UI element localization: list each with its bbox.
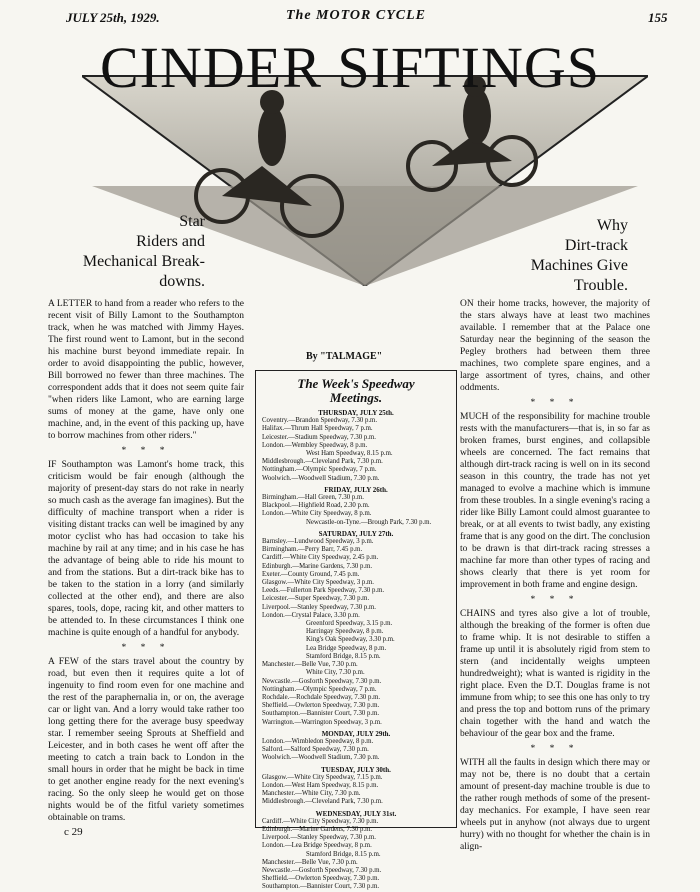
meetings-box: [255, 370, 457, 891]
separator: * * *: [530, 398, 580, 408]
meeting-entry: Exeter.—County Ground, 7.45 p.m.: [262, 570, 360, 578]
meeting-entry: Edinburgh.—Marine Gardens, 7.30 p.m.: [262, 562, 373, 570]
separator: * * *: [121, 643, 171, 653]
meeting-entry: London.—Lea Bridge Speedway, 8 p.m.: [262, 842, 372, 850]
page-number: 155: [648, 10, 668, 25]
meeting-entry: Stamford Bridge, 8.15 p.m.: [306, 850, 381, 858]
meeting-entry: Birmingham.—Perry Barr, 7.45 p.m.: [262, 546, 363, 554]
meeting-entry: Lea Bridge Speedway, 8 p.m.: [306, 644, 387, 652]
meeting-entry: Newcastle.—Gosforth Speedway, 7.30 p.m.: [262, 677, 382, 685]
meeting-entry: Manchester.—Belle Vue, 7.30 p.m.: [262, 661, 358, 669]
meeting-day-heading: TUESDAY, JULY 30th.: [321, 765, 391, 774]
meeting-entry: Blackpool.—Highfield Road, 2.30 p.m.: [262, 502, 370, 510]
meeting-day-heading: SATURDAY, JULY 27th.: [318, 529, 394, 538]
meeting-entry: Middlesbrough.—Cleveland Park, 7.30 p.m.: [262, 458, 383, 466]
meeting-day-heading: FRIDAY, JULY 26th.: [324, 485, 388, 494]
meeting-entry: Halifax.—Thrum Hall Speedway, 7 p.m.: [262, 425, 373, 433]
meeting-entry: Greenford Speedway, 3.15 p.m.: [306, 620, 393, 628]
meeting-entry: Leicester.—Stadium Speedway, 7.30 p.m.: [262, 433, 376, 441]
meeting-entry: Birmingham.—Hall Green, 7.30 p.m.: [262, 494, 364, 502]
paragraph: CHAINS and tyres also give a lot of trouble, although the breaking of the former is often due to frame whip. It is not desirable to stiffen a frame up until it is absolutely rigid from stem to stern (and incidentally weighs umpteen hundredweight); what is wanted is rigidity in the right place. Even the D.T. Douglas frame is not immune from whip; to see this one has only to try and press the top and bottom runs of the primary chain together with the hand and watch the behaviour of the gear box and the frame.: [460, 609, 650, 739]
meeting-entry: Liverpool.—Stanley Speedway, 7.30 p.m.: [262, 834, 376, 842]
meeting-entry: London.—Crystal Palace, 3.30 p.m.: [262, 611, 360, 619]
paragraph: A FEW of the stars travel about the country by road, but even then it requires quite a lot of ingenuity to find room even for one machine and the rest of the paraphernalia in, or on, the average car or light van. And a lorry would take rather too long getting there for the average busy speedway star. I remember seeing Sprouts at Sheffield and Leicester, and in both cases he went off after the meeting to catch a train back to London in the small hours in order that he might be back in time to get another engine ready for the next evening's racing. So the only sleep he would get on those nights would be of the fitful variety sometimes obtainable on trams.: [48, 657, 244, 823]
paragraph: MUCH of the responsibility for machine trouble rests with the manufacturers—that is, in so far as broken frames, burst engines, and collapsible wheels are concerned. The fact remains that although dirt-track racing is well on in its second season in this country, the trade has not yet managed to evolve a machine which is immune from these troubles. In a single evening's racing a rider like Billy Lamont could almost guarantee to break, or at all events to twist badly, any existing frame that is any good on the dirt. The conclusion to be drawn is that dirt-track racing stresses a machine far more than other types of racing and shows clearly that there is yet room for improvement in both frame and engine design.: [460, 412, 650, 590]
meeting-entry: Sheffield.—Owlerton Speedway, 7.30 p.m.: [262, 875, 380, 883]
meeting-entry: Stamford Bridge, 8.15 p.m.: [306, 652, 381, 660]
meeting-entry: Nottingham.—Olympic Speedway, 7 p.m.: [262, 466, 377, 474]
meeting-entry: Newcastle.—Gosforth Speedway, 7.30 p.m.: [262, 866, 382, 874]
meeting-entry: Edinburgh.—Marine Gardens, 7.30 p.m.: [262, 825, 373, 833]
issue-date: JULY 25th, 1929.: [66, 10, 160, 25]
page-signature: c 29: [64, 826, 83, 838]
meeting-entry: Rochdale.—Rochdale Speedway, 7.30 p.m.: [262, 693, 381, 701]
meeting-entry: London.—Wembley Speedway, 8 p.m.: [262, 441, 368, 449]
meeting-entry: Woolwich.—Woodwell Stadium, 7.30 p.m.: [262, 754, 380, 762]
meeting-entry: West Ham Speedway, 8.15 p.m.: [306, 450, 393, 458]
meeting-entry: Barnsley.—Lundwood Speedway, 3 p.m.: [262, 538, 374, 546]
meeting-entry: Cardiff.—White City Speedway, 7.30 p.m.: [262, 817, 379, 825]
meeting-entry: Manchester.—Belle Vue, 7.30 p.m.: [262, 858, 358, 866]
meeting-entry: White City, 7.30 p.m.: [306, 669, 365, 677]
meetings-title: The Week's Speedway Meetings.: [297, 376, 415, 405]
meeting-entry: Middlesbrough.—Cleveland Park, 7.30 p.m.: [262, 798, 383, 806]
meeting-entry: Southampton.—Bannister Court, 7.30 p.m.: [262, 883, 380, 891]
meeting-entry: Southampton.—Bannister Court, 7.30 p.m.: [262, 710, 380, 718]
meeting-day-heading: WEDNESDAY, JULY 31st.: [315, 809, 397, 818]
meeting-entry: Leicester.—Super Speedway, 7.30 p.m.: [262, 595, 370, 603]
meeting-entry: London.—West Ham Speedway, 8.15 p.m.: [262, 781, 379, 789]
meeting-entry: Salford.—Salford Speedway, 7.30 p.m.: [262, 746, 369, 754]
article-title: CINDER SIFTINGS: [100, 35, 600, 100]
meeting-entry: Manchester.—White City, 7.30 p.m.: [262, 790, 361, 798]
meeting-entry: King's Oak Speedway, 3.30 p.m.: [306, 636, 395, 644]
meeting-entry: Nottingham.—Olympic Speedway, 7 p.m.: [262, 685, 377, 693]
paragraph: ON their home tracks, however, the majority of the stars always have at least two machines available. I remember that at the Palace one Saturday near the beginning of the season the Pegley brothers had between them three machines, two complete spare engines, and a large assortment of tyres, chains, and other oddments.: [460, 299, 650, 393]
separator: * * *: [121, 446, 171, 456]
meeting-day-heading: THURSDAY, JULY 25th.: [318, 409, 394, 417]
meeting-entry: Newcastle-on-Tyne.—Brough Park, 7.30 p.m.: [306, 518, 432, 526]
meeting-entry: London.—Wimbledon Speedway, 8 p.m.: [262, 737, 374, 745]
paragraph: IF Southampton was Lamont's home track, this criticism would be fair enough (although the majority of present-day stars do not rake in nearly so much cash as the average fan imagines). But the difficulty of machine transport when a rider is visiting distant tracks can well be imagined by any motor cyclist who has had occasion to take his machine by rail at any time; and in his case he has the advantage of being able to ride his mount to and from the stations. But a dirt-track bike has to be taken to the station in a lorry (and similarly collected at the other end), and there are also spares, tools, dope, racing kit, and other matters to be attended to. In these circumstances I think one machine is quite enough of a handful for anybody.: [48, 460, 244, 638]
meetings-list: [256, 409, 456, 892]
page-header: [0, 6, 700, 26]
subtitle-left: Star Riders and Mechanical Break- downs.: [82, 213, 205, 290]
meeting-entry: Woolwich.—Woodwell Stadium, 7.30 p.m.: [262, 474, 380, 482]
subtitle-right: Why Dirt-track Machines Give Trouble.: [530, 217, 628, 294]
masthead: The MOTOR CYCLE: [286, 8, 426, 23]
paragraph: WITH all the faults in design which there may or may not be, there is no doubt that a certain amount of present-day machine trouble is due to the rather rough methods of some of the present-day mechanics. For example, I have seen rear wheels put in anyhow (not always due to urgent hurry) with no thought for whether the chain is in align-: [460, 758, 650, 852]
paragraph: A LETTER to hand from a reader who refers to the recent visit of Billy Lamont to the Southampton track, when he was matched with Jimmy Hayes. The first round went to Lamont, but in the second his machine burst beyond immediate repair. In order to avoid disappointing the public, however, Bill borrowed no fewer than three machines. The correspondent adds that it does not seem quite fair "when riders like Lamont, who are earning large sums of money at the game, have only one machine, and, in the event of this packing up, have to borrow machines from other riders.": [48, 299, 244, 441]
meeting-entry: Harringay Speedway, 8 p.m.: [306, 628, 384, 636]
meeting-entry: Glasgow.—White City Speedway, 7.15 p.m.: [262, 773, 383, 781]
meeting-entry: Cardiff.—White City Speedway, 2.45 p.m.: [262, 554, 379, 562]
separator: * * *: [530, 744, 580, 754]
meeting-entry: Coventry.—Brandon Speedway, 7.30 p.m.: [262, 417, 378, 425]
meeting-entry: Liverpool.—Stanley Speedway, 7.30 p.m.: [262, 603, 376, 611]
separator: * * *: [530, 595, 580, 605]
meeting-entry: London.—White City Speedway, 8 p.m.: [262, 510, 372, 518]
meeting-day-heading: MONDAY, JULY 29th.: [321, 729, 391, 738]
right-column: [460, 298, 650, 856]
meeting-entry: Glasgow.—White City Speedway, 3 p.m.: [262, 579, 375, 587]
meeting-entry: Warrington.—Warrington Speedway, 3 p.m.: [262, 718, 382, 726]
meeting-entry: Leeds.—Fullerton Park Speedway, 7.30 p.m.: [262, 587, 385, 595]
byline: By "TALMAGE": [306, 351, 383, 362]
left-column: [48, 298, 244, 827]
meeting-entry: Sheffield.—Owlerton Speedway, 7.30 p.m.: [262, 702, 380, 710]
